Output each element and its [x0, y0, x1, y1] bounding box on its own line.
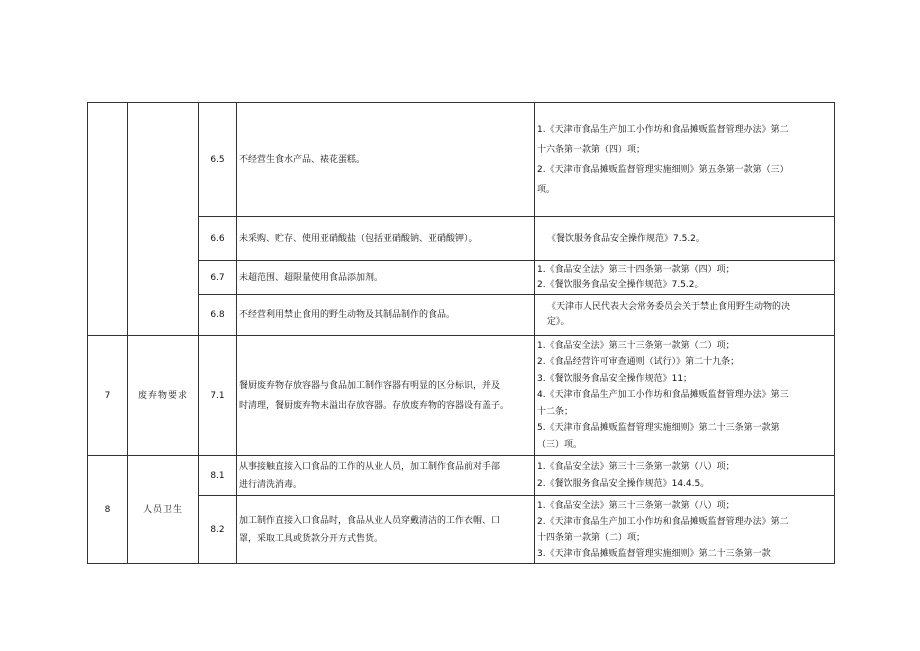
item-basis: 1.《天津市食品生产加工小作坊和食品摊贩监督管理办法》第二 十六条第一款第（四）项； 2.《天津市食品摊贩监督管理实施细则》第五条第一款第（三） 项。: [535, 103, 835, 217]
item-basis: 1.《食品安全法》第三十四条第一款第（四）项； 2.《餐饮服务食品安全操作规范》7.5.2。: [535, 261, 835, 295]
table-row: [88, 456, 835, 496]
item-code: 8.1: [199, 456, 237, 496]
item-code: 7.1: [199, 336, 237, 456]
table-row: [88, 261, 835, 295]
table-row: [88, 103, 835, 217]
item-basis: 1.《食品安全法》第三十三条第一款第（八）项； 2.《天津市食品生产加工小作坊和食品摊贩监督管理办法》第二 十四条第一款第（二）项； 3.《天津市食品摊贩监督管理实施细则》第二十三条第一款: [535, 496, 835, 564]
section-category-cell: [128, 103, 199, 336]
section-category: 废弃物要求: [128, 336, 199, 456]
item-requirement: 加工制作直接入口食品时，食品从业人员穿戴清洁的工作衣帽、口 罩，采取工具或货款分开方式售货。: [237, 496, 535, 564]
item-requirement: 不经营生食水产品、裱花蛋糕。: [237, 103, 535, 217]
section-number: 7: [88, 336, 128, 456]
table-row: [88, 295, 835, 336]
item-basis: 《餐饮服务食品安全操作规范》7.5.2。: [535, 217, 835, 261]
item-requirement: 从事接触直接入口食品的工作的从业人员，加工制作食品前对手部 进行清洗消毒。: [237, 456, 535, 496]
regulation-table: [87, 102, 835, 564]
table-row: [88, 496, 835, 564]
item-code: 8.2: [199, 496, 237, 564]
item-basis: 1.《食品安全法》第三十三条第一款第（二）项； 2.《食品经营许可审查通则（试行）》第二十九条； 3.《餐饮服务食品安全操作规范》11； 4.《天津市食品生产加工小作坊和食品摊贩监督管理办法》第三 十二条； 5.《天津市食品摊贩监督管理实施细则》第二十三条第一款第 （三）项。: [535, 336, 835, 456]
item-code: 6.8: [199, 295, 237, 336]
item-requirement: 未采购、贮存、使用亚硝酸盐（包括亚硝酸钠、亚硝酸钾）。: [237, 217, 535, 261]
table-row: [88, 336, 835, 456]
section-category: 人员卫生: [128, 456, 199, 564]
item-basis: 《天津市人民代表大会常务委员会关于禁止食用野生动物的决 定》。: [535, 295, 835, 336]
section-number: 8: [88, 456, 128, 564]
section-number-cell: [88, 103, 128, 336]
item-requirement: 餐厨废弃物存放容器与食品加工制作容器有明显的区分标识，并及 时清理，餐厨废弃物未溢出存放容器。存放废弃物的容器设有盖子。: [237, 336, 535, 456]
item-code: 6.7: [199, 261, 237, 295]
item-basis: 1.《食品安全法》第三十三条第一款第（八）项； 2.《餐饮服务食品安全操作规范》14.4.5。: [535, 456, 835, 496]
item-code: 6.6: [199, 217, 237, 261]
item-requirement: 未超范围、超限量使用食品添加剂。: [237, 261, 535, 295]
table-row: [88, 217, 835, 261]
item-code: 6.5: [199, 103, 237, 217]
item-requirement: 不经营利用禁止食用的野生动物及其制品制作的食品。: [237, 295, 535, 336]
